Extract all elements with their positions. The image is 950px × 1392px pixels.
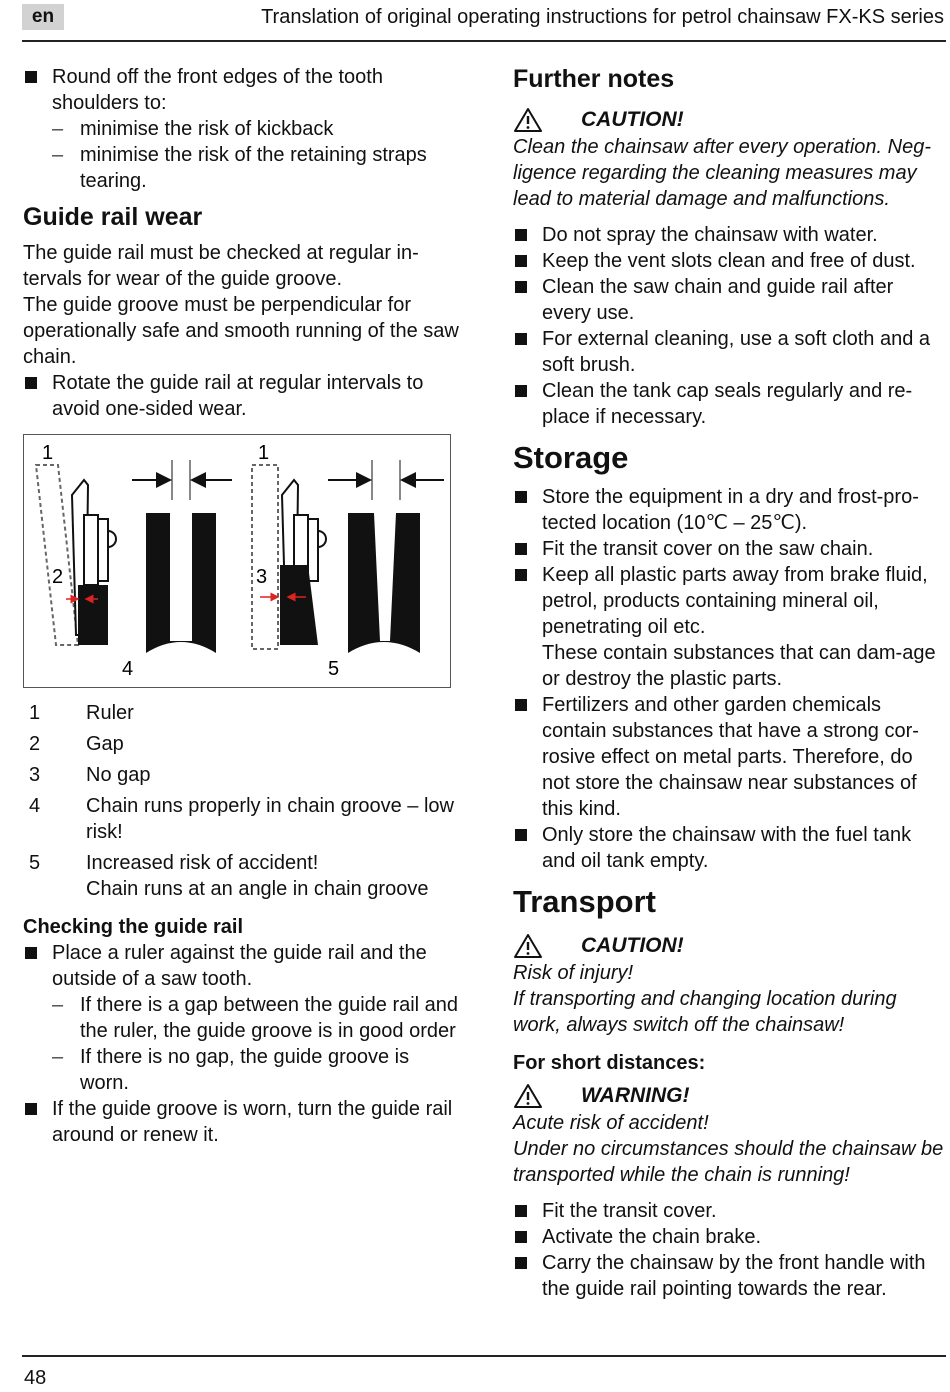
storage-plastic-note: These contain substances that can dam-age or destroy the plastic parts. — [542, 642, 936, 690]
list-item: Carry the chainsaw by the front handle with the guide rail pointing towards the rear. — [513, 1250, 945, 1302]
language-badge: en — [22, 4, 64, 30]
legend-row: 1 Ruler — [29, 702, 134, 724]
caution-label: CAUTION! — [581, 108, 684, 131]
list-item: Only store the chainsaw with the fuel tank and oil tank empty. — [513, 822, 945, 874]
legend-extra: Chain runs at an angle in chain groove — [86, 878, 429, 900]
page-header — [22, 0, 946, 42]
transport-heading: Transport — [513, 884, 656, 919]
storage-list — [513, 484, 945, 874]
legend-row: 4 Chain runs properly in chain groove – low risk! — [29, 795, 454, 843]
list-item: Do not spray the chainsaw with water. — [513, 222, 945, 248]
document-title: Translation of original operating instructions for petrol chainsaw FX-KS series — [261, 6, 944, 28]
warning-label: WARNING! — [581, 1084, 690, 1107]
figure-label: 2 — [52, 566, 64, 588]
guide-rail-wear-heading: Guide rail wear — [23, 203, 203, 231]
storage-heading: Storage — [513, 440, 629, 475]
right-column — [513, 64, 945, 1302]
legend-row: 2 Gap — [29, 733, 124, 755]
list-item: Fertilizers and other garden chemicals contain substances that have a strong cor-rosive effect on metal parts. Therefore, do not store the chainsaw near substances of this kind. — [513, 692, 945, 822]
list-item: – If there is no gap, the guide groove is worn. — [52, 1044, 463, 1096]
list-item: Keep the vent slots clean and free of dust. — [513, 248, 945, 274]
guide-rail-diagram — [24, 435, 450, 687]
list-item: Keep all plastic parts away from brake fluid, petrol, products containing mineral oil, penetrating oil etc. These contain substances that can dam-age or destroy the plastic parts. — [513, 562, 945, 692]
figure-label: 5 — [328, 658, 340, 680]
figure-label: 1 — [258, 442, 270, 464]
guide-rail-figure — [23, 434, 451, 688]
guide-groove-worn — [348, 513, 420, 653]
checking-guide-rail-heading: Checking the guide rail — [23, 916, 244, 938]
intro-list — [23, 64, 463, 194]
guide-groove-proper — [146, 513, 216, 653]
guide-paragraph-1: The guide rail must be checked at regular in-tervals for wear of the guide groove. — [23, 242, 419, 290]
caution-line: Risk of injury! — [513, 962, 634, 984]
warning-notice — [513, 1082, 945, 1110]
caution-notice — [513, 106, 945, 134]
list-item: Rotate the guide rail at regular intervals to avoid one-sided wear. — [23, 370, 463, 422]
figure-legend — [23, 700, 463, 902]
figure-label: 1 — [42, 442, 54, 464]
warning-line: Acute risk of accident! — [513, 1112, 709, 1134]
list-item: If the guide groove is worn, turn the guide rail around or renew it. — [23, 1096, 463, 1148]
list-item: Place a ruler against the guide rail and the outside of a saw tooth. – If there is a gap between the guide rail and the ruler, the guide groove is in good order – If there is no gap, the guide groove is worn. — [23, 940, 463, 1096]
ruler-shape — [36, 465, 78, 645]
list-item: Clean the tank cap seals regularly and re-place if necessary. — [513, 378, 945, 430]
list-item: Round off the front edges of the tooth shoulders to: – minimise the risk of kickback – minimise the risk of the retaining straps tearing. — [23, 64, 463, 194]
check-list — [23, 940, 463, 1148]
list-item: Fit the transit cover on the saw chain. — [513, 536, 945, 562]
intro-dash-list — [52, 116, 463, 194]
warning-triangle-icon — [513, 107, 543, 133]
further-notes-heading: Further notes — [513, 65, 675, 93]
transport-list — [513, 1198, 945, 1302]
caution-notice — [513, 932, 945, 960]
figure-label: 3 — [256, 566, 268, 588]
caution-text: Clean the chainsaw after every operation. Neg-ligence regarding the cleaning measures may lead to material damage and malfunctions. — [513, 136, 932, 210]
ruler-shape — [252, 465, 278, 649]
list-item: – If there is a gap between the guide rail and the ruler, the guide groove is in good order — [52, 992, 463, 1044]
list-item: For external cleaning, use a soft cloth and a soft brush. — [513, 326, 945, 378]
left-column — [23, 64, 463, 1148]
legend-row: 3 No gap — [29, 764, 151, 786]
notes-list — [513, 222, 945, 430]
list-item: – minimise the risk of kickback — [52, 116, 463, 142]
list-item: Clean the saw chain and guide rail after every use. — [513, 274, 945, 326]
page-footer — [22, 1355, 946, 1389]
list-item: Fit the transit cover. — [513, 1198, 945, 1224]
list-item: Activate the chain brake. — [513, 1224, 945, 1250]
legend-row: 5 Increased risk of accident! Chain runs at an angle in chain groove — [29, 852, 429, 900]
figure-label: 4 — [122, 658, 134, 680]
check-dash-list — [52, 992, 463, 1096]
warning-triangle-icon — [513, 933, 543, 959]
guide-paragraph-2: The guide groove must be perpendicular for operationally safe and smooth running of the saw chain. — [23, 294, 459, 368]
warning-triangle-icon — [513, 1083, 543, 1109]
short-distances-heading: For short distances: — [513, 1052, 706, 1074]
list-item: Store the equipment in a dry and frost-pro-tected location (10℃ – 25℃). — [513, 484, 945, 536]
page-number: 48 — [24, 1367, 47, 1389]
guide-list — [23, 370, 463, 422]
list-item: – minimise the risk of the retaining straps tearing. — [52, 142, 463, 194]
caution-label: CAUTION! — [581, 934, 684, 957]
caution-line: If transporting and changing location during work, always switch off the chainsaw! — [513, 988, 897, 1036]
warning-line: Under no circumstances should the chainsaw be transported while the chain is running! — [513, 1138, 944, 1186]
